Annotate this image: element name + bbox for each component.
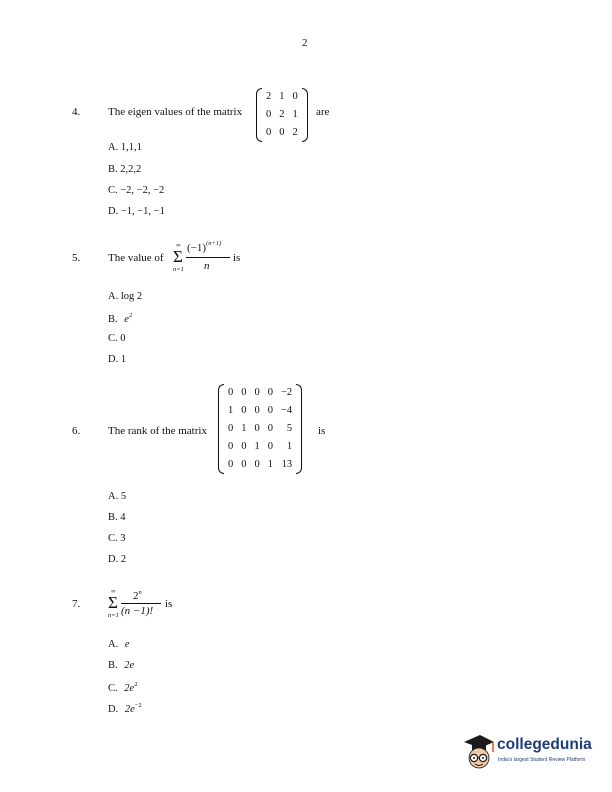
option-c-value: 2e (124, 683, 135, 694)
sigma-symbol: Σ (173, 247, 183, 266)
logo-tagline: India's largest Student Review Platform (498, 757, 586, 763)
matrix-cell: 5 (286, 423, 293, 434)
matrix-cell: 1 (286, 441, 293, 452)
option-c: C. 3 (108, 533, 126, 544)
fraction-numerator (187, 240, 221, 254)
matrix-cell: 0 (241, 387, 247, 398)
option-b-base: e (124, 314, 129, 325)
option-d: D. 2 (108, 554, 127, 565)
matrix-cell: 1 (279, 91, 285, 102)
question-number: 7. (72, 598, 81, 610)
matrix-cell: 0 (241, 441, 247, 452)
numerator-base: (−1) (187, 242, 207, 254)
matrix-cell: 1 (241, 423, 247, 434)
matrix-table (262, 88, 302, 142)
matrix-cell: 0 (228, 387, 234, 398)
option-b: B. 2,2,2 (108, 164, 142, 175)
numerator-base: 2 (133, 590, 139, 602)
matrix-cell: 1 (292, 109, 298, 120)
matrix-cell: 0 (267, 423, 273, 434)
option-d-exponent: −2 (134, 702, 142, 709)
option-d: D. −1, −1, −1 (108, 206, 165, 217)
collegedunia-logo (460, 732, 590, 772)
numerator-exponent: n (138, 589, 142, 596)
question-number: 5. (72, 252, 81, 264)
matrix-cell: 0 (254, 405, 260, 416)
matrix-cell: 1 (267, 459, 273, 470)
question-suffix: is (233, 252, 241, 264)
option-d: D. 1 (108, 354, 127, 365)
option-b (108, 660, 134, 671)
option-c: C. 0 (108, 333, 126, 344)
sum-upper-limit: ∞ (111, 588, 116, 595)
matrix-cell: 0 (266, 109, 272, 120)
fraction-denominator: n (204, 260, 210, 272)
question-suffix: is (165, 598, 173, 610)
option-a: A. 5 (108, 491, 127, 502)
option-b: B. 4 (108, 512, 126, 523)
option-b-prefix: B. (108, 314, 118, 325)
matrix-cell: 0 (228, 459, 234, 470)
matrix-cell: 0 (241, 459, 247, 470)
option-c-prefix: C. (108, 683, 118, 694)
question-suffix: is (318, 425, 326, 437)
question-suffix: are (316, 106, 330, 118)
option-d (108, 702, 142, 715)
matrix-cell: 2 (292, 127, 298, 138)
option-c-exponent: 2 (134, 681, 138, 688)
option-d-prefix: D. (108, 704, 119, 715)
sum-lower-limit: n=1 (173, 266, 184, 273)
fraction-numerator (133, 589, 142, 602)
matrix-cell: −4 (281, 405, 293, 416)
option-c (108, 681, 137, 694)
matrix-cell: 0 (228, 423, 234, 434)
question-text: The rank of the matrix (108, 425, 207, 437)
matrix-cell: 13 (281, 459, 293, 470)
fraction-bar (121, 603, 161, 604)
matrix-cell: 1 (254, 441, 260, 452)
matrix (218, 384, 302, 474)
graduate-mascot-icon (460, 732, 496, 770)
option-b (108, 312, 132, 325)
matrix-cell: 0 (267, 441, 273, 452)
sum-lower-limit: n=1 (108, 612, 119, 619)
matrix-cell: 0 (241, 405, 247, 416)
page-number: 2 (302, 37, 308, 49)
matrix-table (224, 384, 296, 474)
fraction-denominator: (n −1)! (121, 605, 154, 617)
numerator-exponent: (n+1) (206, 240, 222, 247)
matrix-cell: 0 (254, 423, 260, 434)
option-a-value: e (124, 639, 130, 650)
option-b-value: 2e (124, 660, 135, 671)
option-a (108, 639, 130, 650)
matrix-cell: 0 (279, 127, 285, 138)
option-a-prefix: A. (108, 639, 119, 650)
matrix-cell: 0 (292, 91, 298, 102)
matrix-cell: 2 (266, 91, 272, 102)
sum-upper-limit: ∞ (176, 242, 181, 249)
fraction-bar (186, 257, 230, 258)
matrix-cell: 0 (266, 127, 272, 138)
logo-wordmark: collegedunia (497, 736, 592, 753)
option-c: C. −2, −2, −2 (108, 185, 165, 196)
option-a: A. log 2 (108, 291, 143, 302)
matrix-cell: 0 (228, 441, 234, 452)
matrix-cell: −2 (281, 387, 293, 398)
matrix-cell: 0 (267, 387, 273, 398)
question-number: 4. (72, 106, 81, 118)
question-text: The value of (108, 252, 164, 264)
question-text: The eigen values of the matrix (108, 106, 243, 118)
option-d-value: 2e (124, 704, 135, 715)
matrix (256, 88, 308, 142)
option-a: A. 1,1,1 (108, 142, 142, 153)
matrix-cell: 0 (254, 387, 260, 398)
matrix-cell: 2 (279, 109, 285, 120)
matrix-cell: 1 (228, 405, 234, 416)
option-b-exponent: 2 (128, 312, 133, 319)
matrix-cell: 0 (254, 459, 260, 470)
question-number: 6. (72, 425, 81, 437)
right-paren (302, 88, 308, 142)
sigma-symbol: Σ (108, 593, 118, 612)
option-b-prefix: B. (108, 660, 118, 671)
matrix-cell: 0 (267, 405, 273, 416)
right-paren (296, 384, 302, 474)
